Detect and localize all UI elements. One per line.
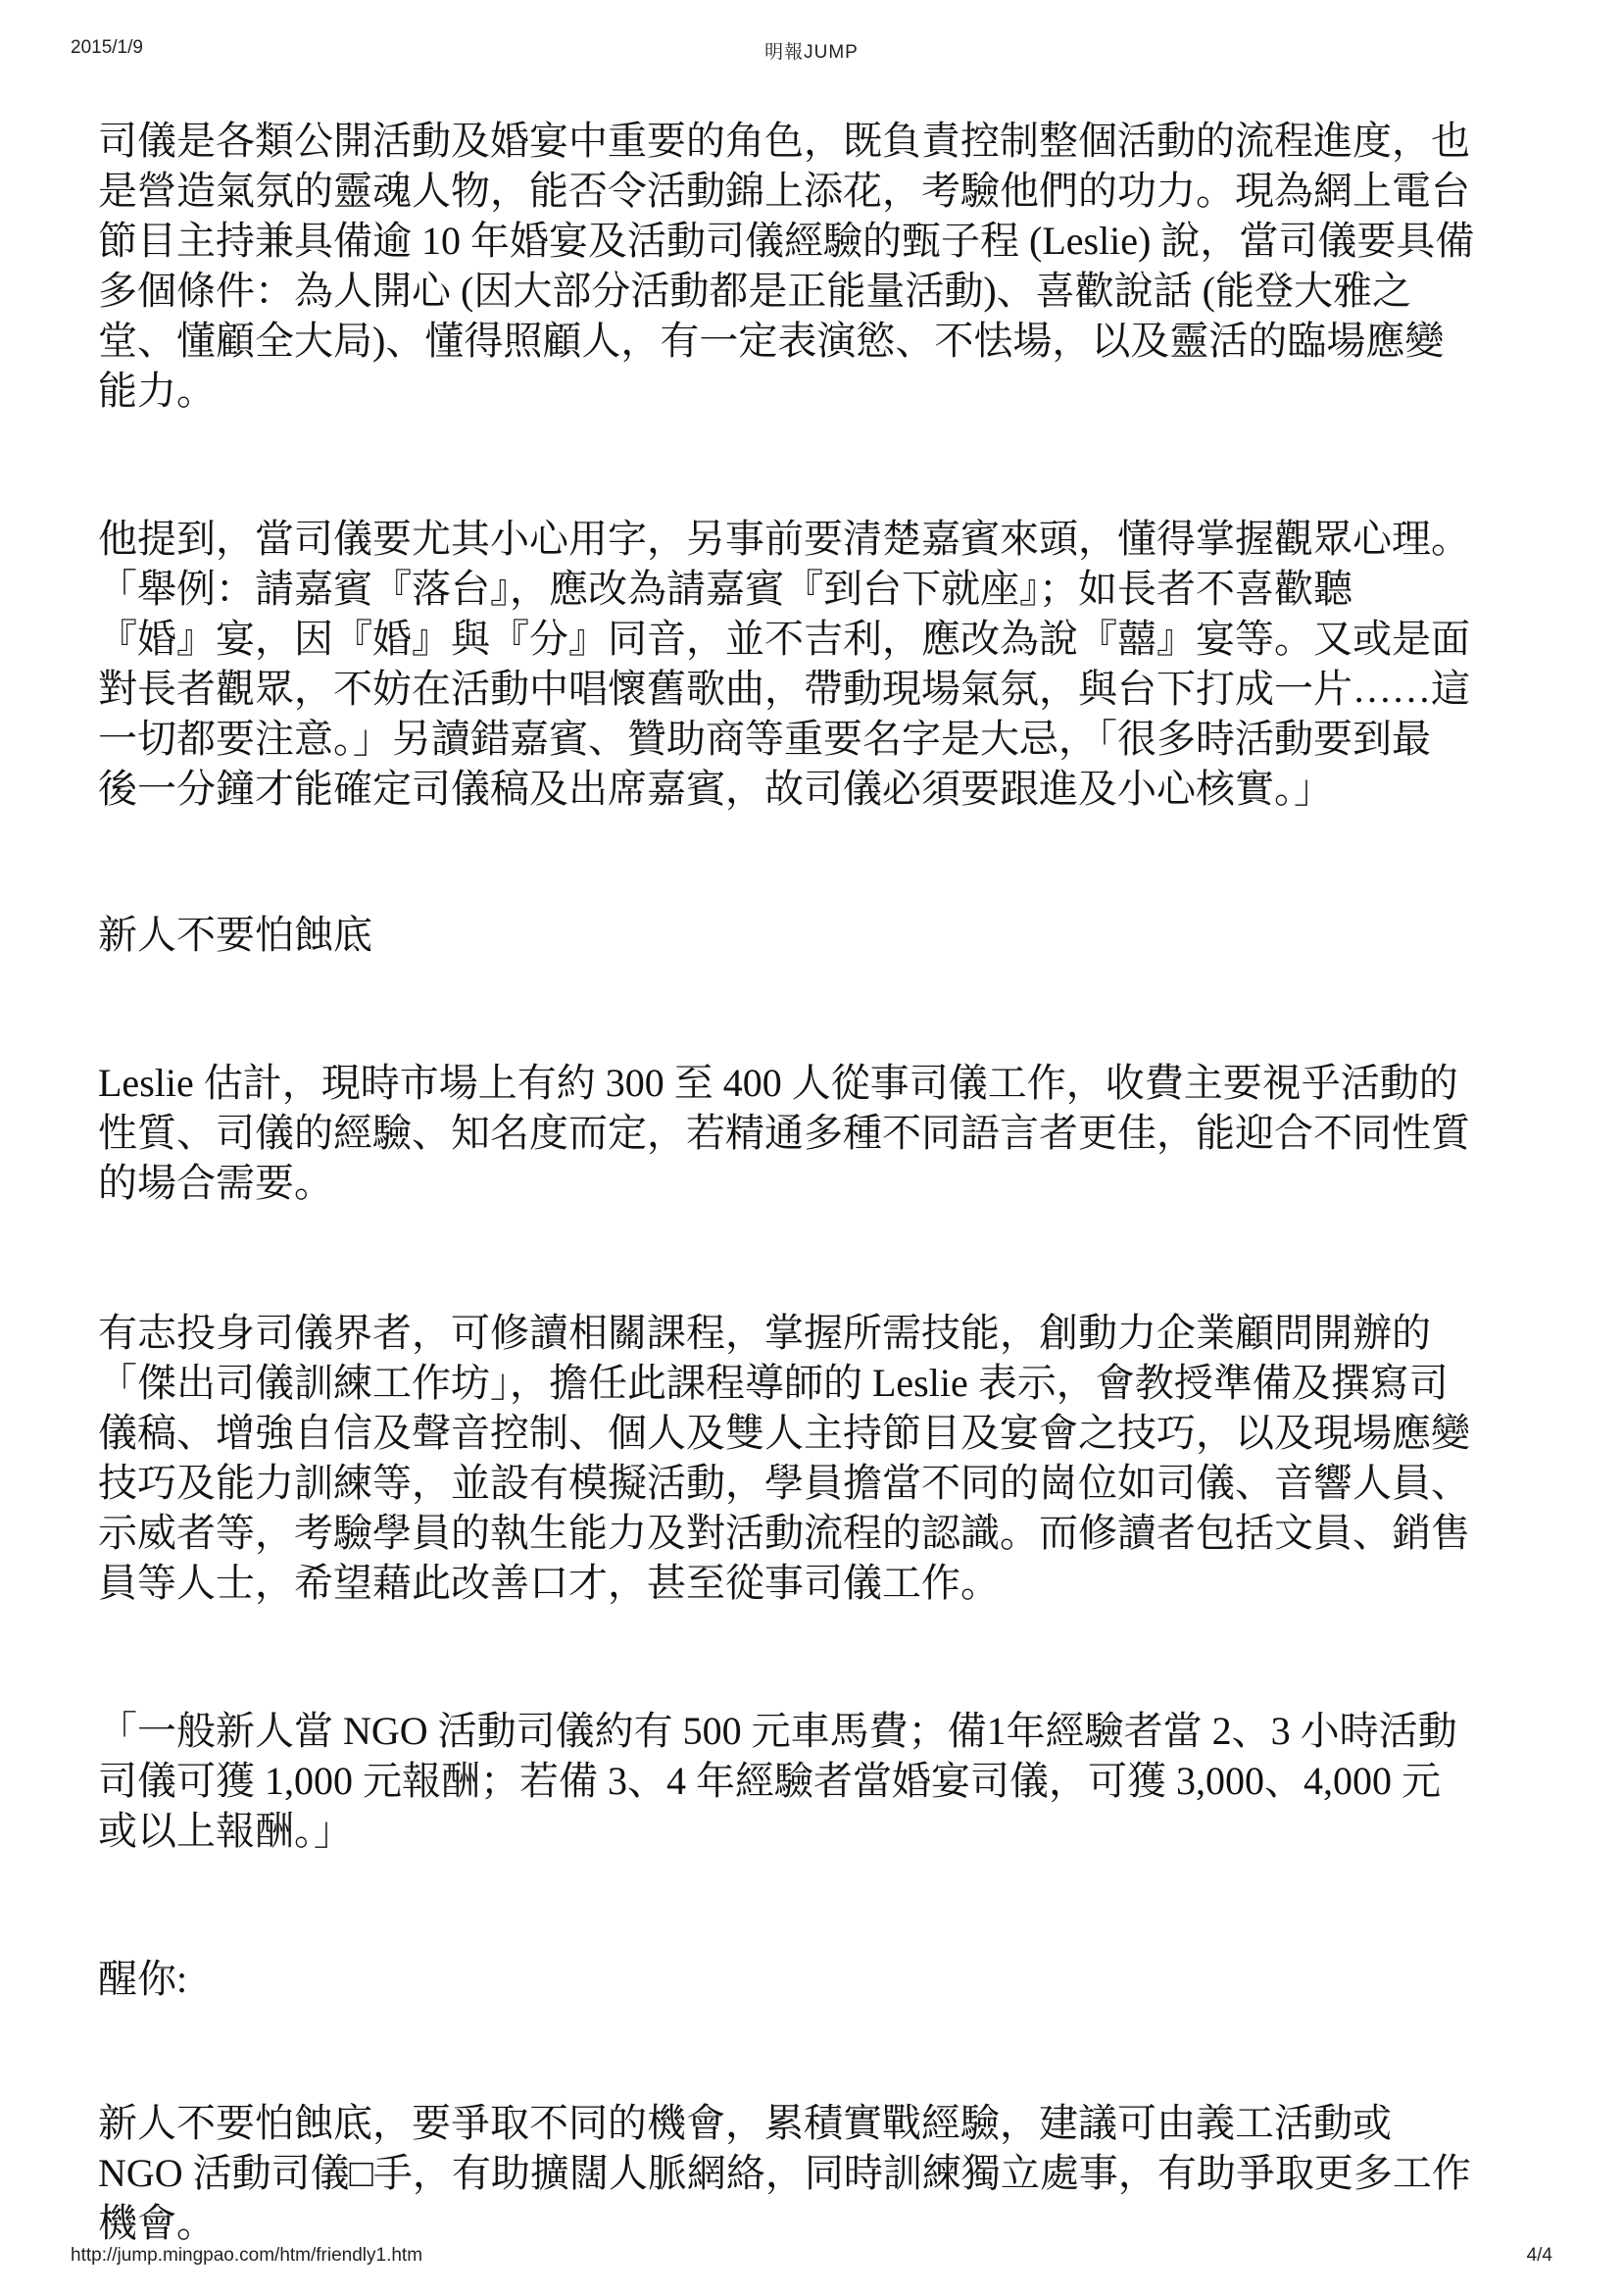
subheading-text: 新人不要怕蝕底: [98, 913, 372, 957]
text-line: NGO 活動司儀□手，有助擴闊人脈網絡，同時訓練獨立處事，有助爭取更多工作: [98, 2151, 1471, 2195]
section-subheading: [98, 1954, 1539, 2004]
text-line: 性質、司儀的經驗、知名度而定，若精通多種不同語言者更佳，能迎合不同性質: [98, 1111, 1470, 1155]
article-paragraph: [98, 116, 1539, 416]
print-date: 2015/1/9: [71, 37, 143, 58]
text-line: 他提到，當司儀要尤其小心用字，另事前要清楚嘉賓來頭，懂得掌握觀眾心理。: [98, 517, 1470, 561]
article-paragraph: [98, 1058, 1539, 1208]
article-paragraph: [98, 1308, 1539, 1608]
text-line: 司儀可獲 1,000 元報酬；若備 3、4 年經驗者當婚宴司儀，可獲 3,000、4,000 元: [98, 1759, 1441, 1803]
article-paragraph: [98, 1706, 1539, 1856]
print-footer: [71, 2245, 1552, 2269]
text-line: 能力。: [98, 369, 216, 413]
text-line: 「一般新人當 NGO 活動司儀約有 500 元車馬費；備1年經驗者當 2、3 小時活動: [98, 1709, 1457, 1753]
text-line: 示威者等，考驗學員的執生能力及對活動流程的認識。而修讀者包括文員、銷售: [98, 1511, 1470, 1555]
text-line: 多個條件：為人開心 (因大部分活動都是正能量活動)、喜歡說話 (能登大雅之: [98, 269, 1411, 313]
subheading-text: 醒你:: [98, 1957, 188, 2001]
text-line: 或以上報酬。」: [98, 1809, 353, 1853]
text-line: 司儀是各類公開活動及婚宴中重要的角色，既負責控制整個活動的流程進度，也: [98, 119, 1470, 163]
text-line: 儀稿、增強自信及聲音控制、個人及雙人主持節目及宴會之技巧，以及現場應變: [98, 1411, 1470, 1455]
text-line: 新人不要怕蝕底，要爭取不同的機會，累積實戰經驗，建議可由義工活動或: [98, 2101, 1392, 2145]
text-line: 是營造氣氛的靈魂人物，能否令活動錦上添花，考驗他們的功力。現為網上電台: [98, 169, 1470, 213]
article-paragraph: [98, 2098, 1539, 2248]
text-line: 「舉例：請嘉賓『落台』，應改為請嘉賓『到台下就座』；如長者不喜歡聽: [98, 567, 1352, 611]
text-line: 有志投身司儀界者，可修讀相關課程，掌握所需技能，創動力企業顧問開辦的: [98, 1311, 1431, 1355]
text-line: 一切都要注意。」另讀錯嘉賓、贊助商等重要名字是大忌，「很多時活動要到最: [98, 717, 1431, 761]
text-line: 「傑出司儀訓練工作坊」，擔任此課程導師的 Leslie 表示，會教授準備及撰寫司: [98, 1361, 1449, 1405]
text-line: Leslie 估計，現時市場上有約 300 至 400 人從事司儀工作，收費主要視乎活動的: [98, 1061, 1458, 1105]
source-url: http://jump.mingpao.com/htm/friendly1.htm: [71, 2245, 423, 2266]
text-line: 對長者觀眾，不妨在活動中唱懷舊歌曲，帶動現場氣氛，與台下打成一片……這: [98, 667, 1470, 711]
print-header: [71, 37, 1552, 61]
section-subheading: [98, 910, 1539, 960]
text-line: 堂、懂顧全大局)、懂得照顧人，有一定表演慾、不怯場，以及靈活的臨場應變: [98, 319, 1445, 363]
text-line: 的場合需要。: [98, 1161, 333, 1205]
article-paragraph: [98, 514, 1539, 814]
page-title: 明報JUMP: [764, 42, 859, 63]
text-line: 員等人士，希望藉此改善口才，甚至從事司儀工作。: [98, 1561, 1000, 1605]
text-line: 後一分鐘才能確定司儀稿及出席嘉賓，故司儀必須要跟進及小心核實。」: [98, 767, 1333, 811]
page-number: 4/4: [1526, 2245, 1552, 2266]
text-line: 機會。: [98, 2201, 216, 2245]
text-line: 節目主持兼具備逾 10 年婚宴及活動司儀經驗的甄子程 (Leslie) 說，當司儀要具備: [98, 219, 1475, 263]
text-line: 『婚』宴，因『婚』與『分』同音，並不吉利，應改為說『囍』宴等。又或是面: [98, 617, 1470, 661]
article-body: [98, 116, 1539, 2248]
text-line: 技巧及能力訓練等，並設有模擬活動，學員擔當不同的崗位如司儀、音響人員、: [98, 1461, 1470, 1505]
